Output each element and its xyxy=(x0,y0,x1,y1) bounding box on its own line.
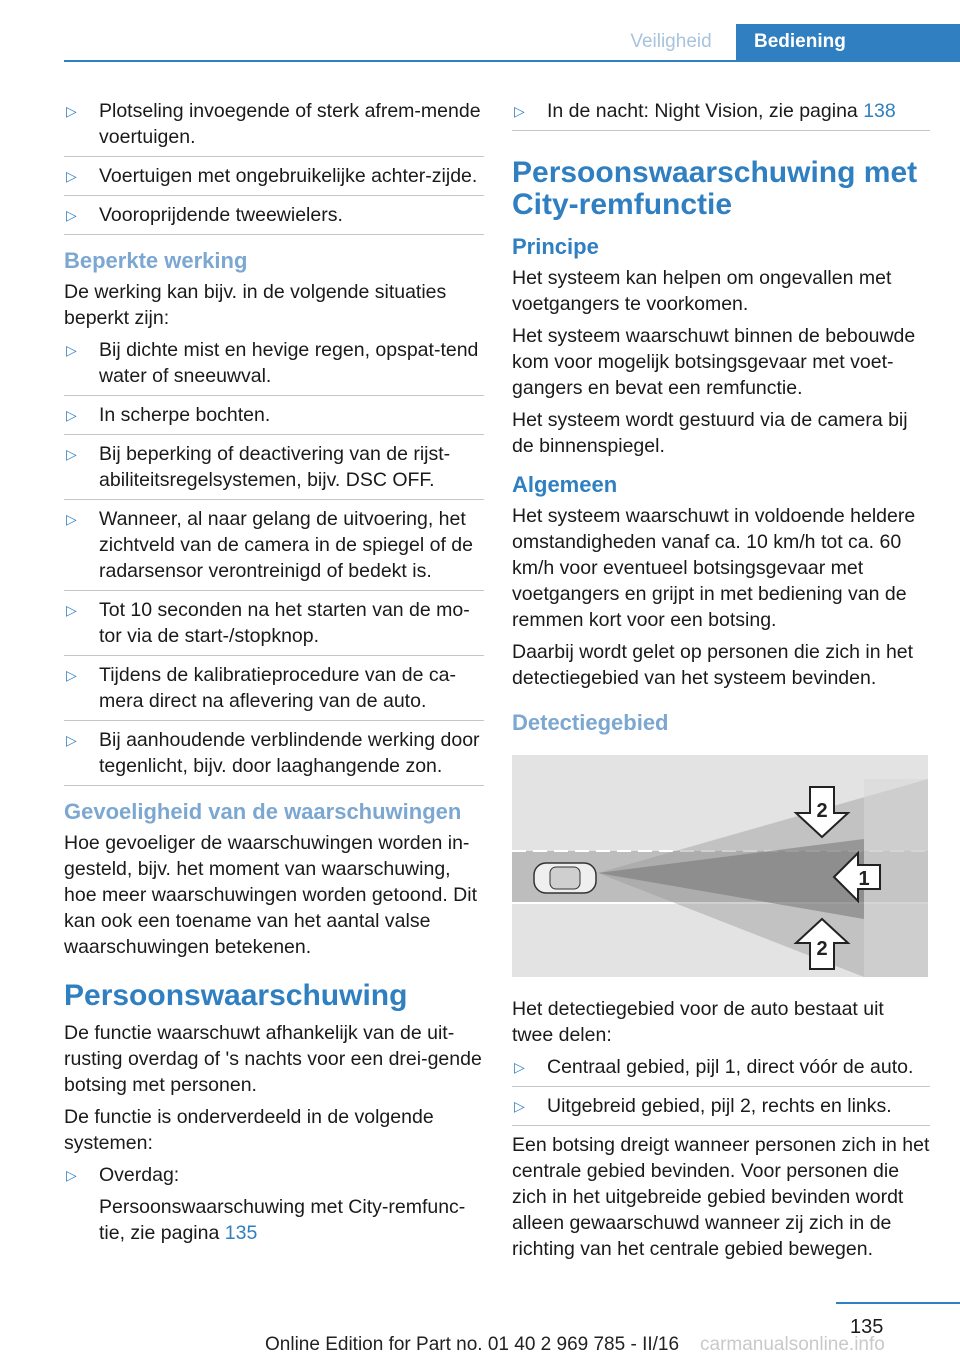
tab-bediening[interactable]: Bediening xyxy=(736,24,960,60)
list-item: ▷ Bij dichte mist en hevige regen, opspat‐tend water of sneeuwval. xyxy=(64,337,484,396)
list-item: ▷ Tot 10 seconden na het starten van de mo‐tor via de start-/stopknop. xyxy=(64,597,484,656)
list-item: ▷ Centraal gebied, pijl 1, direct vóór de auto. xyxy=(512,1054,930,1087)
section-title: Persoonswaarschuwing met City-remfunctie xyxy=(512,156,918,221)
arrow-label: 2 xyxy=(816,938,828,960)
section-paragraph: De functie waarschuwt afhankelijk van de uit‐rusting overdag of 's nachts voor een drei‐gende botsing met personen. xyxy=(64,1022,482,1096)
page-header xyxy=(0,0,960,62)
list-item: ▷ Vooroprijdende tweewielers. xyxy=(64,202,484,235)
footer-rule xyxy=(836,1302,960,1304)
page-link-138[interactable]: 138 xyxy=(863,100,896,122)
left-column xyxy=(64,98,484,1258)
watermark: carmanualsonline.info xyxy=(700,1334,885,1355)
detection-heading: Detectiegebied xyxy=(512,710,669,735)
section-title: Persoonswaarschuwing xyxy=(64,979,408,1012)
vehicle-type-list xyxy=(64,98,484,235)
triangle-bullet-icon: ▷ xyxy=(66,407,77,423)
list-item: ▷ Bij aanhoudende verblindende werking door tegenlicht, bijv. door laaghangende zon. xyxy=(64,727,484,786)
list-item: ▷ Uitgebreid gebied, pijl 2, rechts en links. xyxy=(512,1093,930,1126)
day-label: Overdag: xyxy=(99,1164,180,1186)
triangle-bullet-icon: ▷ xyxy=(66,667,77,683)
day-text: Persoonswaarschuwing met City-remfunc‐tie, zie pagina xyxy=(99,1196,466,1244)
sensitivity-heading: Gevoeligheid van de waarschuwingen xyxy=(64,799,462,824)
list-item: ▷ Plotseling invoegende of sterk afrem‐mende voertuigen. xyxy=(64,98,484,157)
page-link-135[interactable]: 135 xyxy=(224,1222,258,1244)
triangle-bullet-icon: ▷ xyxy=(66,168,77,184)
detection-intro: Het detectiegebied voor de auto bestaat uit twee delen: xyxy=(512,998,884,1046)
principle-paragraph: Het systeem waarschuwt binnen de bebouwde kom voor mogelijk botsingsgevaar met voet‐gangers en bevat een remfunctie. xyxy=(512,325,916,399)
list-item: ▷ Bij beperking of deactivering van de rijst‐abiliteitsregelsystemen, bijv. DSC OFF. xyxy=(64,441,484,500)
triangle-bullet-icon: ▷ xyxy=(66,511,77,527)
triangle-bullet-icon: ▷ xyxy=(66,446,77,462)
triangle-bullet-icon: ▷ xyxy=(66,103,77,119)
triangle-bullet-icon: ▷ xyxy=(514,103,525,119)
general-paragraph: Het systeem waarschuwt in voldoende heldere omstandigheden vanaf ca. 10 km/h tot ca. 60 km/h voor eventueel botsingsgevaar met voetgangers en grijpt in met bediening van de remmen kort voor een botsing. xyxy=(512,505,916,631)
arrow-label: 1 xyxy=(858,868,870,890)
list-item: ▷ Voertuigen met ongebruikelijke achter‐zijde. xyxy=(64,163,484,196)
principle-heading: Principe xyxy=(512,234,599,259)
list-item: ▷ In scherpe bochten. xyxy=(64,402,484,435)
arrow-label: 2 xyxy=(816,800,828,822)
triangle-bullet-icon: ▷ xyxy=(66,342,77,358)
systems-list xyxy=(64,1162,484,1252)
edition-footer: Online Edition for Part no. 01 40 2 969 785 - II/16 xyxy=(265,1334,680,1355)
list-item: ▷ Tijdens de kalibratieprocedure van de ca‐mera direct na aflevering van de auto. xyxy=(64,662,484,721)
principle-paragraph: Het systeem kan helpen om ongevallen met voetgangers te voorkomen. xyxy=(512,267,892,315)
limited-intro: De werking kan bijv. in de volgende situaties beperkt zijn: xyxy=(64,281,447,329)
right-column xyxy=(512,98,930,1268)
general-heading: Algemeen xyxy=(512,472,618,497)
detection-area-figure xyxy=(512,755,928,977)
sensitivity-text: Hoe gevoeliger de waarschuwingen worden in‐gesteld, bijv. het moment van waarschuwing, hoe meer waarschuwingen worden getoond. Dit kan ook een toename van het aantal valse waarschuwingen betekenen. xyxy=(64,832,477,958)
list-item: ▷ In de nacht: Night Vision, zie pagina 138 xyxy=(512,98,930,131)
car-icon xyxy=(534,863,596,893)
triangle-bullet-icon: ▷ xyxy=(66,207,77,223)
header-rule xyxy=(64,60,960,62)
page-number: 135 xyxy=(850,1316,884,1338)
triangle-bullet-icon: ▷ xyxy=(514,1098,525,1114)
section-paragraph: De functie is onderverdeeld in de volgende systemen: xyxy=(64,1106,434,1154)
general-paragraph: Daarbij wordt gelet op personen die zich in het detectiegebied van het systeem bevinden. xyxy=(512,641,914,689)
triangle-bullet-icon: ▷ xyxy=(66,602,77,618)
detection-list xyxy=(512,1054,930,1126)
principle-paragraph: Het systeem wordt gestuurd via de camera bij de binnenspiegel. xyxy=(512,409,908,457)
night-list xyxy=(512,98,930,131)
limited-list xyxy=(64,337,484,786)
list-item xyxy=(64,1162,484,1252)
triangle-bullet-icon: ▷ xyxy=(514,1059,525,1075)
limited-heading: Beperkte werking xyxy=(64,248,248,273)
tab-veiligheid[interactable]: Veiligheid xyxy=(630,31,712,52)
detection-text: Een botsing dreigt wanneer personen zich in het centrale gebied bevinden. Voor personen die zich in het uitgebreide gebied bevinden wordt alleen gewaarschuwd wanneer zij zich in de richting van het centrale gebied bewegen. xyxy=(512,1134,930,1260)
triangle-bullet-icon: ▷ xyxy=(66,732,77,748)
list-item: ▷ Wanneer, al naar gelang de uitvoering, het zichtveld van de camera in de spiegel of de radarsensor verontreinigd of bedekt is. xyxy=(64,506,484,591)
triangle-bullet-icon: ▷ xyxy=(66,1167,77,1183)
